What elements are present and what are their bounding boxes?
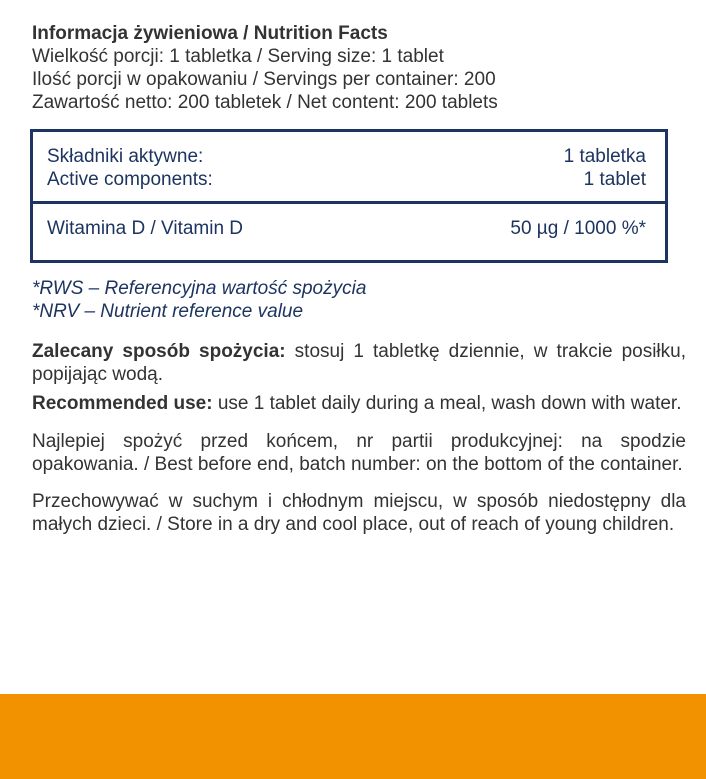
facts-table-body <box>33 204 665 260</box>
usage-en-text: use 1 tablet daily during a meal, wash down with water. <box>212 393 682 414</box>
per-tablet-label-en: 1 tablet <box>583 169 646 190</box>
servings-per-container: Ilość porcji w opakowaniu / Servings per container: 200 <box>32 69 496 90</box>
facts-header-row-pl <box>47 145 646 168</box>
per-tablet-label-pl: 1 tabletka <box>563 146 646 167</box>
facts-table-header <box>33 132 665 204</box>
table-row <box>47 217 646 240</box>
nutrition-title: Informacja żywieniowa / Nutrition Facts <box>32 23 388 44</box>
note-nrv: *NRV – Nutrient reference value <box>32 301 304 322</box>
active-components-label-en: Active components: <box>47 169 213 190</box>
usage-en-label: Recommended use: <box>32 393 213 414</box>
usage-en <box>32 392 686 415</box>
note-rws: *RWS – Referencyjna wartość spożycia <box>32 278 367 299</box>
storage-text: Przechowywać w suchym i chłodnym miejscu, w sposób niedostępny dla małych dzieci. / Store in a dry and cool place, out of reach of young children. <box>32 491 686 535</box>
best-before-text: Najlepiej spożyć przed końcem, nr partii produkcyjnej: na spodzie opakowania. / Best before end, batch number: on the bottom of the container. <box>32 431 686 475</box>
label-content <box>32 22 686 536</box>
usage-pl <box>32 340 686 386</box>
usage-pl-label: Zalecany sposób spożycia: <box>32 341 286 362</box>
active-components-label-pl: Składniki aktywne: <box>47 146 204 167</box>
nutrition-header <box>32 22 686 114</box>
facts-header-row-en <box>47 168 646 191</box>
footer-orange-bar <box>0 694 706 779</box>
reference-notes <box>32 277 686 323</box>
usage-pl-text: stosuj 1 tabletkę dziennie, w trakcie posiłku, popijając wodą. <box>32 341 686 385</box>
nutrient-name: Witamina D / Vitamin D <box>47 218 244 239</box>
serving-size: Wielkość porcji: 1 tabletka / Serving size: 1 tablet <box>32 46 444 67</box>
nutrition-facts-table <box>30 129 668 263</box>
net-content: Zawartość netto: 200 tabletek / Net content: 200 tablets <box>32 92 498 113</box>
nutrient-value: 50 µg / 1000 %* <box>510 218 646 239</box>
